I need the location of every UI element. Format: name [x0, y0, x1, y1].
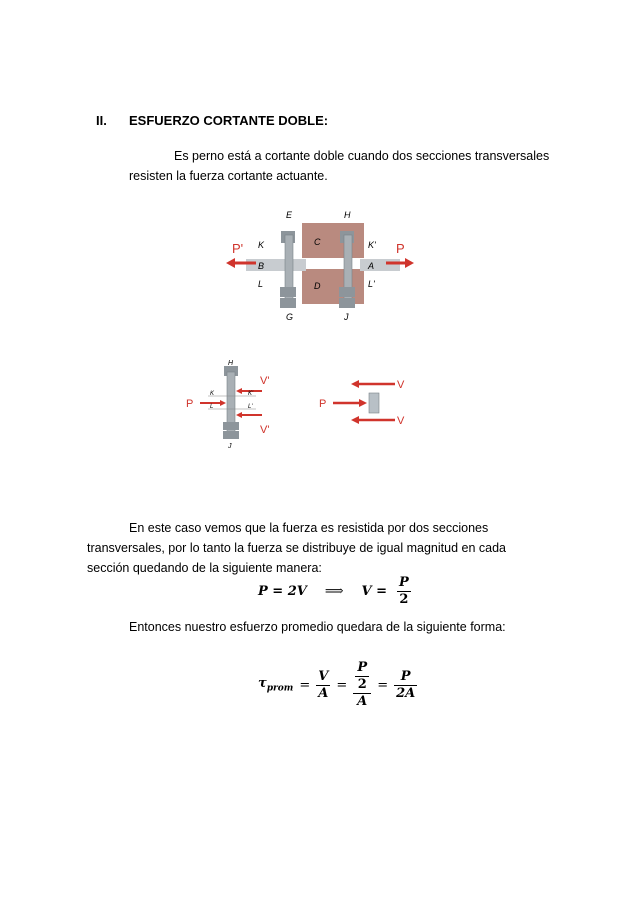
f1-num: V: [318, 668, 329, 684]
label-v-prime-bottom: V': [260, 424, 270, 436]
arrowhead-bottom-icon: [236, 412, 242, 418]
label-l: L: [210, 404, 214, 410]
label-k: K: [210, 391, 215, 397]
f2-num: [353, 660, 371, 693]
eq2-equals-3: =: [377, 677, 389, 693]
arrowhead-p-icon: [359, 399, 367, 407]
bolt-nut-2: [223, 431, 239, 439]
plate-c: [302, 223, 364, 258]
section-title: ESFUERZO CORTANTE DOBLE:: [129, 113, 329, 128]
label-c: C: [314, 237, 321, 247]
conclusion-line: Entonces nuestro esfuerzo promedio quedara de la siguiente forma:: [129, 620, 506, 634]
label-b: B: [258, 261, 265, 271]
label-h: H: [344, 210, 351, 220]
fraction-v-over-a: [316, 669, 330, 702]
f2-den: A: [357, 694, 368, 709]
label-p: P: [319, 398, 327, 410]
label-h: H: [228, 360, 234, 367]
label-p-left: P': [232, 241, 244, 256]
label-l-prime: L': [248, 404, 253, 410]
fraction-p-over-2a: [394, 669, 417, 702]
explanation-line-2: transversales, por lo tanto la fuerza se distribuye de igual magnitud en cada: [87, 541, 506, 555]
label-e: E: [286, 210, 293, 220]
arrowhead-left-icon: [226, 258, 235, 268]
label-j: J: [228, 443, 232, 450]
section-number: II.: [96, 113, 107, 128]
label-a: A: [368, 261, 375, 271]
plate-b: [246, 259, 306, 271]
label-v-prime-top: V': [260, 375, 270, 387]
f2-num-num: P: [357, 660, 368, 675]
intro-line-2: resisten la fuerza cortante actuante.: [129, 169, 328, 183]
label-v-bottom: V: [397, 415, 405, 427]
arrowhead-p-icon: [220, 400, 226, 406]
bolt-nut-right-1: [339, 287, 355, 297]
bolt-nut-1: [223, 422, 239, 430]
label-v-top: V: [397, 379, 405, 391]
arrowhead-bottom-icon: [351, 416, 359, 424]
tau-symbol: $\tau_{prom}$: [258, 676, 294, 694]
bolt-nut-left-1: [280, 287, 296, 297]
arrowhead-top-icon: [236, 388, 242, 394]
label-l-prime: L': [368, 279, 375, 289]
eq2-equals-1: =: [299, 677, 311, 693]
plate-a: [360, 259, 400, 271]
eq2-equals-2: =: [336, 677, 348, 693]
eq1-v: V =: [361, 584, 388, 599]
eq1-fraction: [397, 575, 411, 608]
label-g: G: [286, 312, 294, 322]
label-j: J: [344, 312, 349, 322]
label-k-prime: K': [248, 391, 254, 397]
equation-tau-prom: [258, 660, 417, 710]
f3-num: P: [400, 668, 411, 684]
tau-subscript: prom: [266, 683, 294, 694]
label-d: D: [314, 281, 321, 291]
label-k-prime: K': [368, 240, 376, 250]
label-p: P: [186, 398, 194, 410]
label-p-right: P: [396, 241, 405, 256]
bolt-nut-right-2: [339, 298, 355, 308]
single-bolt-shear-figure: [178, 358, 298, 468]
explanation-line-3: sección quedando de la siguiente manera:: [87, 561, 322, 575]
eq1-num: P: [399, 575, 409, 590]
intro-line-1: Es perno está a cortante doble cuando dos secciones transversales: [174, 149, 550, 163]
equation-p-equals-2v: [258, 575, 411, 608]
label-k: K: [258, 240, 265, 250]
bolt-nut-left-2: [280, 298, 296, 308]
eq1-lhs: P = 2V: [258, 584, 307, 599]
bolt-section: [369, 393, 379, 413]
explanation-line-1: En este caso vemos que la fuerza es resistida por dos secciones: [129, 521, 489, 535]
fraction-p2-over-a: [353, 660, 371, 710]
double-shear-assembly-figure: [218, 205, 418, 323]
eq1-den: 2: [399, 592, 409, 607]
shear-free-body-figure: [315, 372, 415, 432]
f2-num-den: 2: [357, 677, 367, 692]
arrowhead-right-icon: [405, 258, 414, 268]
f3-den: 2A: [396, 685, 416, 701]
arrowhead-top-icon: [351, 380, 359, 388]
f1-den: A: [318, 685, 329, 701]
label-l: L: [258, 279, 264, 289]
implies-symbol: ⟹: [324, 584, 344, 599]
